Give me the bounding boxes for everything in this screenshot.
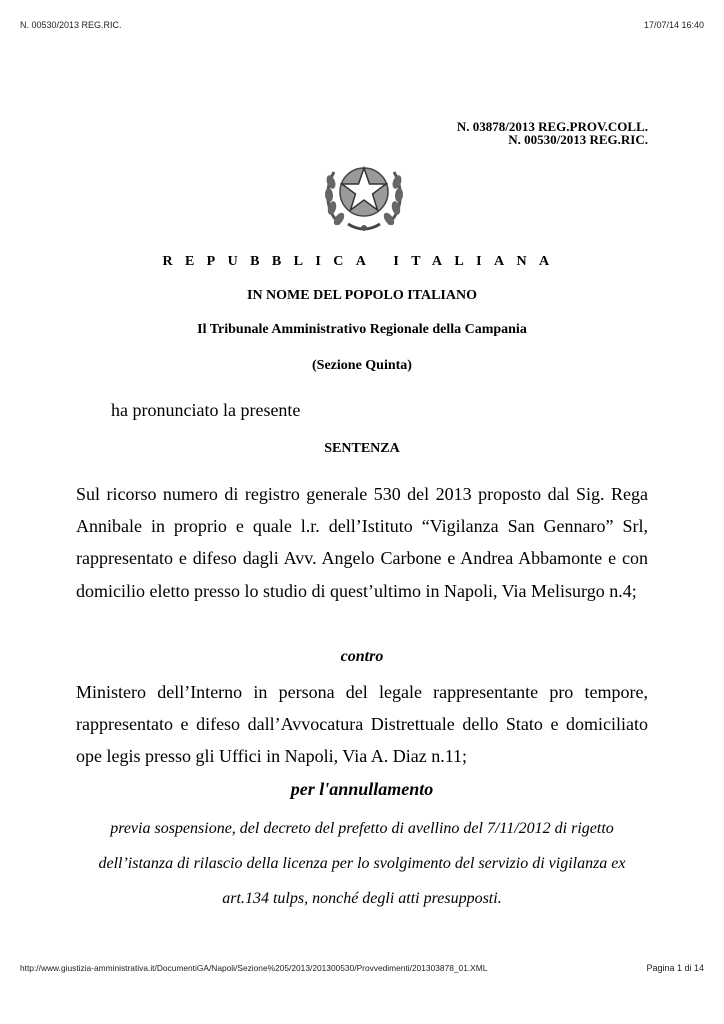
people-heading: IN NOME DEL POPOLO ITALIANO — [247, 288, 477, 303]
italian-republic-emblem-icon — [318, 150, 410, 242]
previa-line-1: previa sospensione, del decreto del prefetto di avellino del 7/11/2012 di rigetto — [110, 820, 614, 837]
reference-numbers — [457, 120, 648, 146]
contro-heading: contro — [340, 648, 384, 665]
paragraph-ricorso: Sul ricorso numero di registro generale 530 del 2013 proposto dal Sig. Rega Annibale in proprio e quale l.r. dell’Istituto “Vigilanza San Gennaro” Srl, rappresentato e difeso dagli Avv. Angelo Carbone e Andrea Abbamonte e con domicilio eletto presso lo studio di quest’ultimo in Napoli, Via Melisurgo n.4; — [76, 484, 648, 601]
court-name: Il Tribunale Amministrativo Regionale della Campania — [197, 322, 527, 337]
intro-text: ha pronunciato la presente — [111, 400, 301, 420]
footer-url: http://www.giustizia-amministrativa.it/DocumentiGA/Napoli/Sezione%205/2013/201300530/Provvedimenti/201303878_01.XML — [20, 963, 488, 973]
paragraph-ministero: Ministero dell’Interno in persona del legale rappresentante pro tempore, rappresentato e difeso dall’Avvocatura Distrettuale dello Stato e domiciliato ope legis presso gli Uffici in Napoli, Via A. Diaz n.11; — [76, 682, 648, 767]
page-header-left: N. 00530/2013 REG.RIC. — [20, 20, 122, 30]
reference-line-prov-coll: N. 03878/2013 REG.PROV.COLL. — [456, 119, 648, 134]
footer-page-number: Pagina 1 di 14 — [646, 963, 704, 973]
previa-line-3: art.134 tulps, nonché degli atti presupposti. — [222, 890, 502, 907]
republic-heading: REPUBBLICA ITALIANA — [162, 254, 562, 269]
previa-paragraph — [0, 811, 724, 916]
section-name: (Sezione Quinta) — [312, 358, 412, 373]
page-header-datetime: 17/07/14 16:40 — [643, 20, 704, 30]
reference-line-reg-ric: N. 00530/2013 REG.RIC. — [508, 132, 648, 147]
previa-line-2: dell’istanza di rilascio della licenza per lo svolgimento del servizio di vigilanza ex — [98, 855, 626, 872]
annullamento-heading: per l'annullamento — [290, 779, 434, 799]
sentence-heading: SENTENZA — [324, 441, 400, 456]
